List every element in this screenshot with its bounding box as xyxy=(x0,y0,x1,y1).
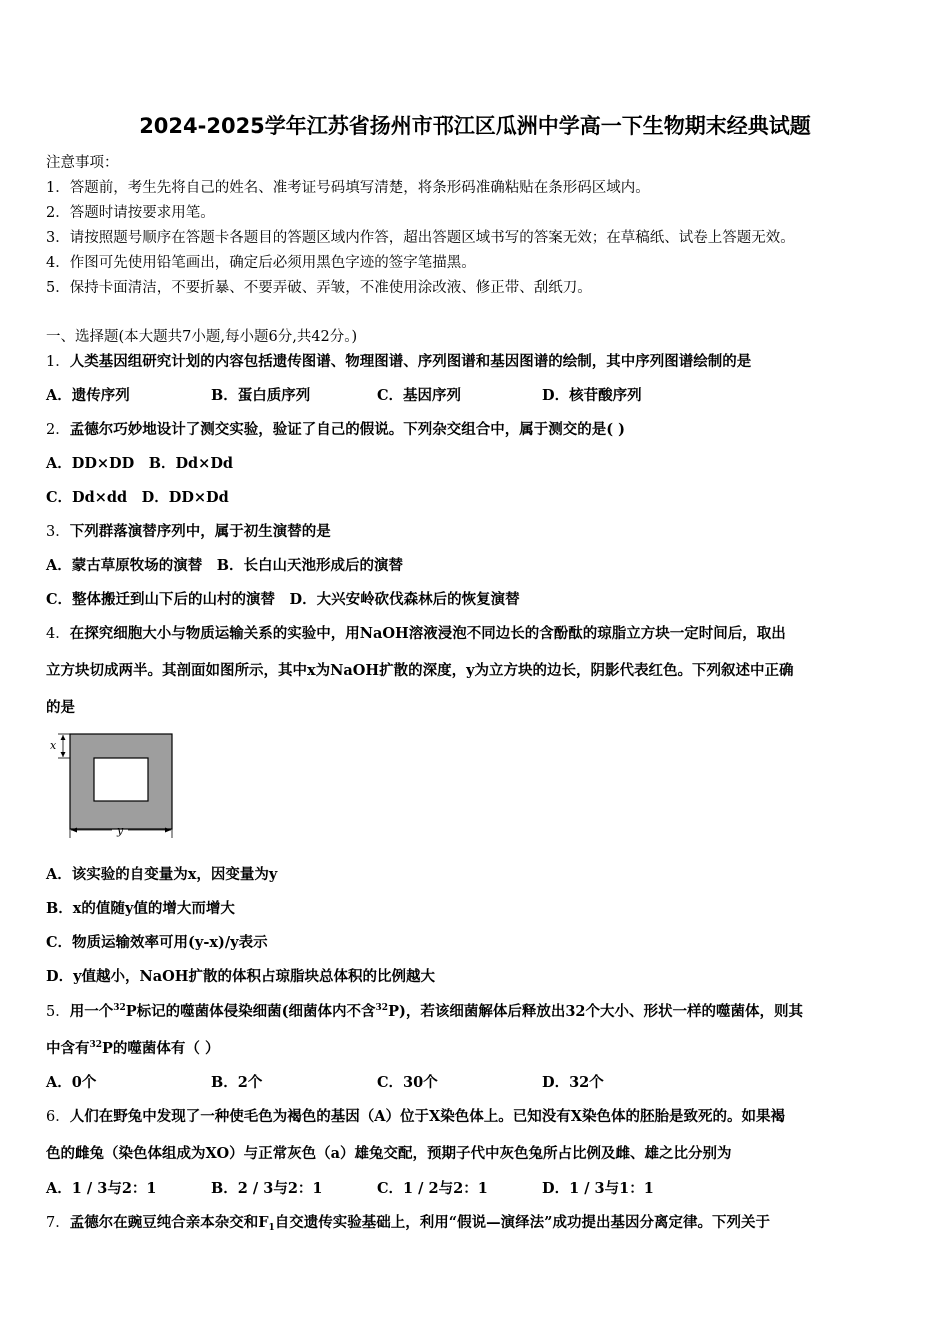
section-heading: 一、选择题(本大题共7小题,每小题6分,共42分。) xyxy=(46,329,358,345)
question-text: 在探究细胞大小与物质运输关系的实验中，用NaOH溶液浸泡不同边长的含酚酞的琼脂立方块一定时间后，取出 xyxy=(69,625,786,642)
question-4 xyxy=(46,625,786,643)
option-b[interactable]: B．2个 xyxy=(211,1074,263,1091)
text-segment: 孟德尔在豌豆纯合亲本杂交和F xyxy=(69,1214,269,1231)
question-text-cont: 色的雌兔（染色体组成为XO）与正常灰色（a）雄兔交配，预期子代中灰色兔所占比例及雌、雄之比分别为 xyxy=(46,1145,732,1162)
question-number: 5． xyxy=(46,1004,70,1020)
notice-item: 1．答题前，考生先将自己的姓名、准考证号码填写清楚，将条形码准确粘贴在条形码区域内。 xyxy=(46,180,650,196)
q2-options-row-1[interactable]: A．DD×DD B．Dd×Dd xyxy=(46,455,234,472)
arrow-head xyxy=(61,752,66,757)
question-2 xyxy=(46,421,625,439)
option-c[interactable]: C．30个 xyxy=(377,1074,438,1091)
question-text: 下列群落演替序列中，属于初生演替的是 xyxy=(69,523,331,540)
option-d[interactable]: D．y值越小，NaOH扩散的体积占琼脂块总体积的比例越大 xyxy=(46,968,435,985)
question-text: 人类基因组研究计划的内容包括遗传图谱、物理图谱、序列图谱和基因图谱的绘制，其中序列图谱绘制的是 xyxy=(69,353,752,370)
q1-options xyxy=(46,387,906,405)
text-segment: P标记的噬菌体侵染细菌(细菌体内不含 xyxy=(125,1003,376,1020)
question-text-cont xyxy=(46,1040,219,1058)
option-a[interactable]: A．0个 xyxy=(46,1074,97,1091)
question-5 xyxy=(46,1003,803,1021)
isotope-superscript: 32 xyxy=(375,1003,389,1013)
text-segment: P)，若该细菌解体后释放出32个大小、形状一样的噬菌体，则其 xyxy=(388,1003,804,1020)
option-a[interactable]: A．该实验的自变量为x，因变量为y xyxy=(46,866,278,883)
option-c[interactable]: C．1 / 2与2：1 xyxy=(377,1180,488,1197)
question-text-cont: 的是 xyxy=(46,699,75,716)
text-segment: 用一个 xyxy=(69,1003,114,1020)
question-3 xyxy=(46,523,331,541)
question-number: 4． xyxy=(46,626,70,642)
option-d[interactable]: D．核苷酸序列 xyxy=(542,387,642,404)
option-b[interactable]: B．x的值随y值的增大而增大 xyxy=(46,900,235,917)
q6-options xyxy=(46,1180,906,1198)
option-c[interactable]: C．物质运输效率可用(y-x)/y表示 xyxy=(46,934,268,951)
text-segment: P的噬菌体有（ ） xyxy=(102,1040,220,1057)
isotope-superscript: 32 xyxy=(89,1040,103,1050)
generation-subscript: 1 xyxy=(268,1223,275,1233)
question-text-cont: 立方块切成两半。其剖面如图所示，其中x为NaOH扩散的深度，y为立方块的边长，阴影代表红色。下列叙述中正确 xyxy=(46,662,794,679)
y-label: y xyxy=(117,824,124,837)
question-6 xyxy=(46,1108,785,1126)
notice-heading: 注意事项： xyxy=(46,155,119,171)
option-d[interactable]: D．32个 xyxy=(542,1074,604,1091)
isotope-superscript: 32 xyxy=(113,1003,126,1013)
option-a[interactable]: A．遗传序列 xyxy=(46,387,130,404)
question-number: 6． xyxy=(46,1109,70,1125)
option-b[interactable]: B．2 / 3与2：1 xyxy=(211,1180,323,1197)
q5-options xyxy=(46,1074,906,1092)
x-label: x xyxy=(50,739,57,752)
question-text xyxy=(70,1214,770,1231)
notice-item: 3．请按照题号顺序在答题卡各题目的答题区域内作答，超出答题区域书写的答案无效；在草稿纸、试卷上答题无效。 xyxy=(46,230,795,246)
notice-item: 5．保持卡面清洁，不要折暴、不要弄破、弄皱，不准使用涂改液、修正带、刮纸刀。 xyxy=(46,280,592,296)
question-number: 2． xyxy=(46,422,70,438)
question-text: 人们在野兔中发现了一种使毛色为褐色的基因（A）位于X染色体上。已知没有X染色体的胚胎是致死的。如果褐 xyxy=(69,1108,785,1125)
question-text xyxy=(70,1003,803,1020)
question-1 xyxy=(46,353,751,371)
option-c[interactable]: C．基因序列 xyxy=(377,387,462,404)
q3-options-row-2[interactable]: C．整体搬迁到山下后的山村的演替 D．大兴安岭砍伐森林后的恢复演替 xyxy=(46,591,520,608)
cube-inner-unstained-region xyxy=(94,758,148,801)
agar-cube-cross-section-figure xyxy=(50,728,180,840)
option-d[interactable]: D．1 / 3与1：1 xyxy=(542,1180,654,1197)
notice-item: 2．答题时请按要求用笔。 xyxy=(46,205,215,221)
question-number: 7． xyxy=(46,1215,70,1231)
text-segment: 中含有 xyxy=(46,1040,90,1057)
q2-options-row-2[interactable]: C．Dd×dd D．DD×Dd xyxy=(46,489,229,506)
option-b[interactable]: B．蛋白质序列 xyxy=(211,387,311,404)
question-number: 3． xyxy=(46,524,70,540)
text-segment: 自交遗传实验基础上，利用“假说—演绎法”成功提出基因分离定律。下列关于 xyxy=(274,1214,770,1231)
page-title: 2024-2025学年江苏省扬州市邗江区瓜洲中学高一下生物期末经典试题 xyxy=(139,114,811,138)
q3-options-row-1[interactable]: A．蒙古草原牧场的演替 B．长白山天池形成后的演替 xyxy=(46,557,404,574)
option-a[interactable]: A．1 / 3与2：1 xyxy=(46,1180,157,1197)
arrow-head xyxy=(61,735,66,740)
notice-item: 4．作图可先使用铅笔画出，确定后必须用黑色字迹的签字笔描黑。 xyxy=(46,255,476,271)
question-number: 1． xyxy=(46,354,70,370)
question-text: 孟德尔巧妙地设计了测交实验，验证了自己的假说。下列杂交组合中，属于测交的是( ) xyxy=(69,421,626,438)
question-7 xyxy=(46,1214,770,1232)
